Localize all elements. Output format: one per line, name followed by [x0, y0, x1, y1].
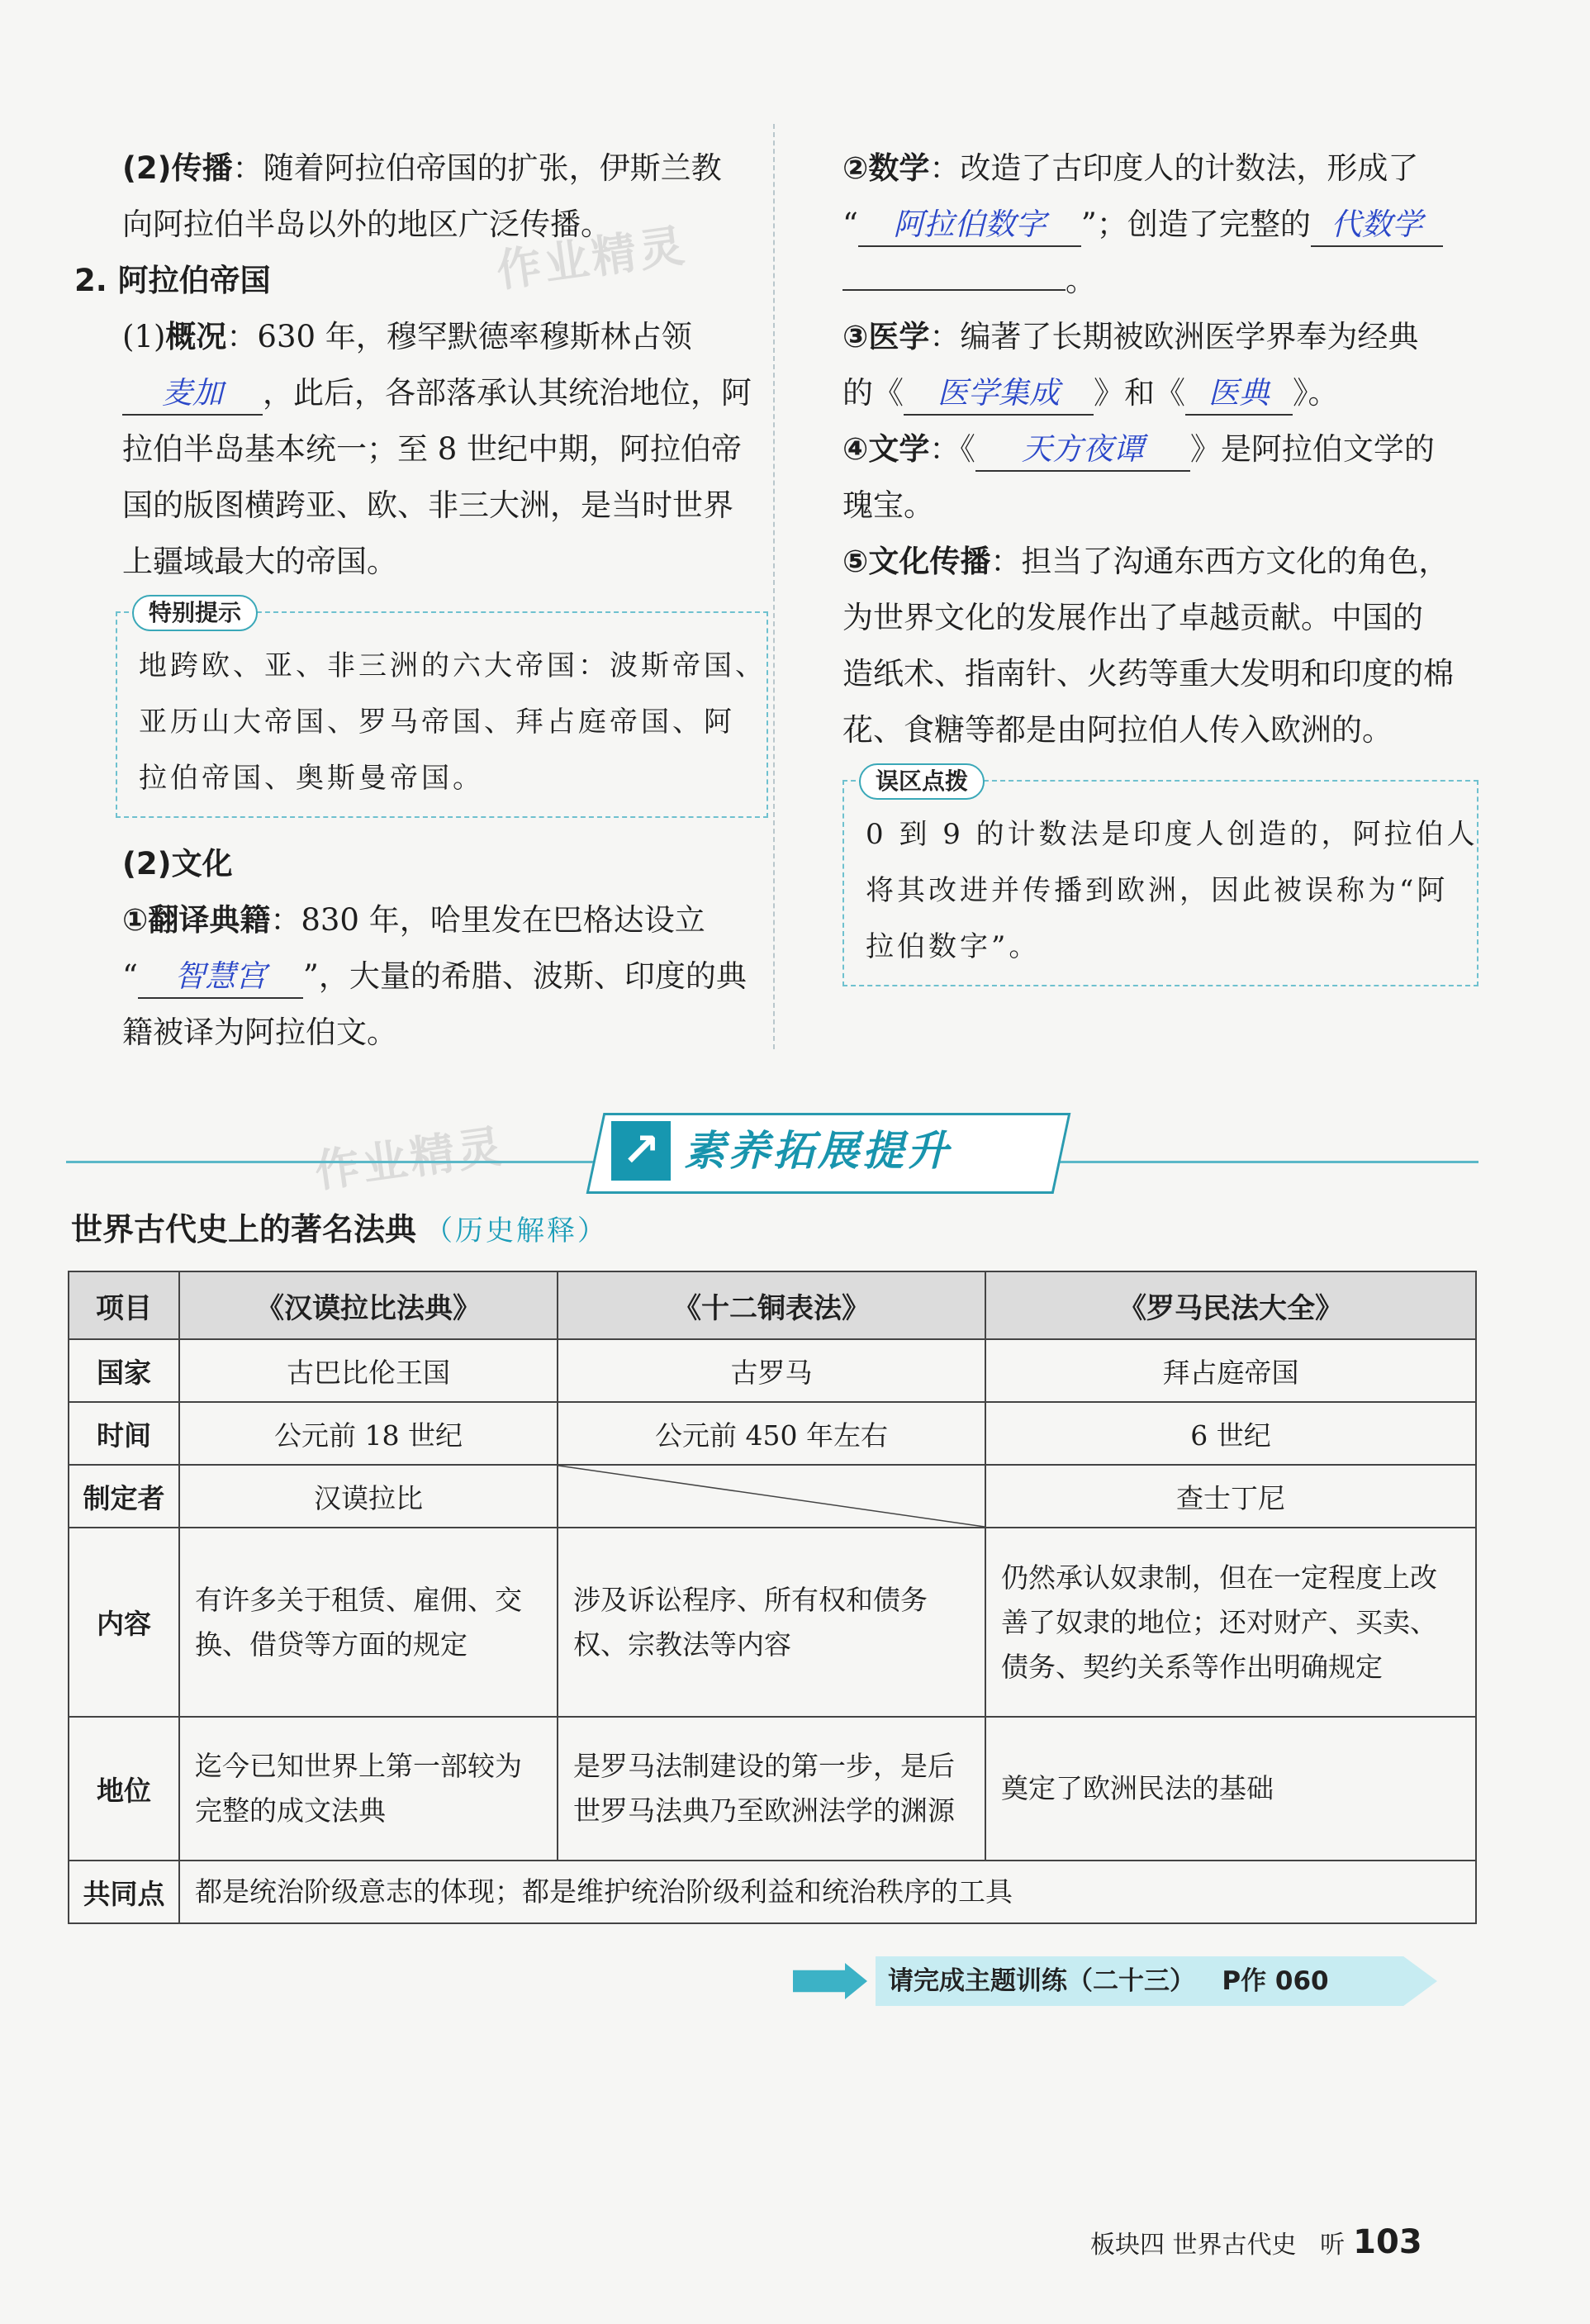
spread-line4: 花、食糖等都是由阿拉伯人传入欧洲的。	[842, 712, 1393, 748]
section-banner	[66, 1111, 1478, 1202]
watermark: 作业精灵	[311, 1119, 509, 1198]
overview-line4: 国的版图横跨亚、欧、非三大洲，是当时世界	[122, 487, 733, 523]
tip-line: 拉伯帝国、奥斯曼帝国。	[139, 762, 484, 795]
reminder-page-ref: P作 060	[1222, 1966, 1329, 1996]
math-line2	[842, 197, 1478, 253]
mistake-tip-box	[842, 768, 1478, 986]
translation-label: ①翻译典籍	[122, 902, 271, 938]
arrow-right-icon	[793, 1963, 867, 1999]
medicine-text: ：编著了长期被欧洲医学界奉为经典	[929, 319, 1419, 354]
table-header-row	[69, 1271, 1476, 1339]
translation-text: ：830 年，哈里发在巴格达设立	[270, 902, 705, 938]
literature-text: ：《	[929, 431, 975, 467]
table-cell: 都是统治阶级意志的体现；都是维护统治阶级利益和统治秩序的工具	[179, 1861, 1476, 1923]
propagation-paragraph	[83, 140, 768, 197]
table-header: 《汉谟拉比法典》	[179, 1271, 558, 1339]
column-divider	[773, 124, 775, 1049]
row-label: 制定者	[69, 1465, 179, 1528]
table-cell: 涉及诉讼程序、所有权和债务权、宗教法等内容	[558, 1528, 985, 1717]
answer-medical-compendium: 医学集成	[904, 373, 1094, 416]
table-cell: 仍然承认奴隶制，但在一定程度上改善了奴隶的地位；还对财产、买卖、债务、契约关系等作出明确规定	[985, 1528, 1476, 1717]
medicine-text2: 的《	[842, 375, 904, 411]
table-header: 《罗马民法大全》	[985, 1271, 1476, 1339]
table-cell: 公元前 450 年左右	[558, 1402, 985, 1465]
law-codes-table	[68, 1271, 1477, 1924]
medicine-text3: 》和《	[1094, 375, 1185, 411]
row-label: 时间	[69, 1402, 179, 1465]
row-label: 地位	[69, 1717, 179, 1861]
tip-line: 亚历山大帝国、罗马帝国、拜占庭帝国、阿	[139, 706, 735, 739]
blank-continuation	[842, 289, 1066, 291]
table-cell: 奠定了欧洲民法的基础	[985, 1717, 1476, 1861]
row-label: 内容	[69, 1528, 179, 1717]
medicine-text4: 》。	[1293, 375, 1339, 411]
spread-text: ：担当了沟通东西方文化的角色，	[990, 544, 1450, 579]
special-tip-label: 特别提示	[132, 595, 258, 631]
reminder-label: 请完成主题训练（二十三）	[888, 1966, 1195, 1996]
answer-canon-of-medicine: 医典	[1185, 373, 1293, 416]
watermark: 作业精灵	[493, 219, 691, 297]
page-footer	[1090, 2217, 1422, 2270]
table-cell: 拜占庭帝国	[985, 1339, 1476, 1402]
propagation-text: ：随着阿拉伯帝国的扩张，伊斯兰教	[232, 150, 722, 186]
table-row-time	[69, 1402, 1476, 1465]
table-row-country	[69, 1339, 1476, 1402]
math-paragraph	[842, 140, 1478, 197]
translation-line2	[83, 948, 768, 1005]
banner-title: 素养拓展提升	[684, 1127, 952, 1175]
overview-text: ：630 年，穆罕默德率穆斯林占领	[226, 319, 692, 354]
mistake-tip-label: 误区点拨	[859, 763, 985, 800]
literature-line2: 瑰宝。	[842, 487, 934, 523]
answer-algebra: 代数学	[1311, 204, 1443, 247]
math-text3: 。	[1066, 263, 1096, 298]
row-label: 共同点	[69, 1861, 179, 1923]
spread-line3: 造纸术、指南针、火药等重大发明和印度的棉	[842, 656, 1454, 691]
propagation-label: (2)传播	[122, 150, 233, 186]
table-header: 《十二铜表法》	[558, 1271, 985, 1339]
overview-text2: ，此后，各部落承认其统治地位，阿	[263, 375, 752, 411]
spread-label: ⑤文化传播	[842, 544, 991, 579]
tip-line: 拉伯数字”。	[866, 930, 1041, 963]
listen-label: 听	[1320, 2231, 1346, 2260]
table-row-content	[69, 1528, 1476, 1717]
section-title-text: 世界古代史上的著名法典	[71, 1211, 417, 1248]
math-text2: ”；创造了完整的	[1080, 207, 1311, 242]
page-number: 103	[1353, 2223, 1422, 2261]
table-cell: 古罗马	[558, 1339, 985, 1402]
literature-text2: 》是阿拉伯文学的	[1189, 431, 1435, 467]
overview-prefix: (1)	[122, 319, 166, 354]
overview-paragraph	[83, 309, 768, 365]
literature-paragraph	[842, 421, 1478, 478]
overview-line3: 拉伯半岛基本统一；至 8 世纪中期，阿拉伯帝	[122, 431, 743, 467]
section-heading-arab-empire: 2. 阿拉伯帝国	[74, 263, 271, 298]
quote-mark: “	[122, 958, 138, 994]
answer-arabian-nights: 天方夜谭	[975, 429, 1190, 472]
table-cell: 有许多关于租赁、雇佣、交换、借贷等方面的规定	[179, 1528, 558, 1717]
arrow-up-right-icon: ↗	[611, 1121, 671, 1181]
section-title	[71, 1205, 608, 1256]
culture-heading: (2)文化	[122, 846, 233, 882]
table-cell: 公元前 18 世纪	[179, 1402, 558, 1465]
medicine-paragraph	[842, 309, 1478, 365]
answer-house-of-wisdom: 智慧宫	[138, 956, 303, 999]
right-column	[842, 140, 1478, 1005]
overview-line2	[83, 365, 768, 421]
table-row-common	[69, 1861, 1476, 1923]
translation-paragraph	[83, 892, 768, 948]
special-tip-box	[116, 599, 768, 818]
tip-line: 地跨欧、亚、非三洲的六大帝国：波斯帝国、	[139, 649, 767, 682]
medicine-label: ③医学	[842, 319, 930, 354]
page-section-label: 板块四 世界古代史	[1090, 2231, 1297, 2260]
math-line3	[842, 253, 1478, 309]
practice-reminder[interactable]	[793, 1956, 1470, 2006]
table-cell: 汉谟拉比	[179, 1465, 558, 1528]
reminder-text	[888, 1956, 1329, 2006]
table-cell: 迄今已知世界上第一部较为完整的成文法典	[179, 1717, 558, 1861]
table-cell: 是罗马法制建设的第一步，是后世罗马法典乃至欧洲法学的渊源	[558, 1717, 985, 1861]
overview-label: 概况	[165, 319, 227, 354]
propagation-line2: 向阿拉伯半岛以外的地区广泛传播。	[122, 207, 611, 242]
table-row-status	[69, 1717, 1476, 1861]
overview-line5: 上疆域最大的帝国。	[122, 544, 397, 579]
translation-line3: 籍被译为阿拉伯文。	[122, 1015, 397, 1050]
table-cell: 6 世纪	[985, 1402, 1476, 1465]
answer-arabic-numerals: 阿拉伯数字	[858, 204, 1081, 247]
answer-mecca: 麦加	[122, 373, 263, 416]
table-header: 项目	[69, 1271, 179, 1339]
tip-line: 将其改进并传播到欧洲，因此被误称为“阿	[866, 874, 1449, 907]
literature-label: ④文学	[842, 431, 930, 467]
table-cell-diagonal	[558, 1465, 985, 1528]
math-text: ：改造了古印度人的计数法，形成了	[929, 150, 1419, 186]
spread-paragraph	[842, 534, 1478, 590]
section-note: （历史解释）	[425, 1214, 609, 1248]
translation-text2: ”，大量的希腊、波斯、印度的典	[302, 958, 747, 994]
table-cell: 古巴比伦王国	[179, 1339, 558, 1402]
left-column	[74, 140, 768, 1061]
table-row-maker	[69, 1465, 1476, 1528]
table-cell: 查士丁尼	[985, 1465, 1476, 1528]
spread-line2: 为世界文化的发展作出了卓越贡献。中国的	[842, 600, 1423, 635]
medicine-line2	[842, 365, 1478, 421]
math-label: ②数学	[842, 150, 930, 186]
row-label: 国家	[69, 1339, 179, 1402]
quote-mark: “	[842, 207, 858, 242]
tip-line: 0 到 9 的计数法是印度人创造的，阿拉伯人	[866, 818, 1478, 851]
diagonal-line	[558, 1466, 985, 1527]
